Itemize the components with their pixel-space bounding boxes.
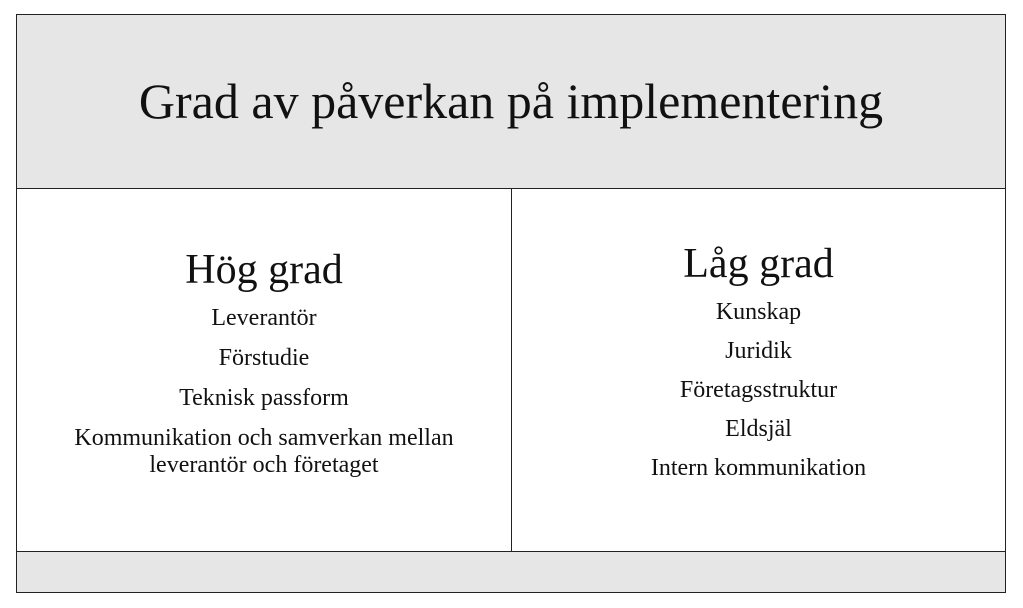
low-degree-heading: Låg grad — [683, 241, 834, 287]
list-item: Intern kommunikation — [650, 455, 867, 481]
list-item: Företagsstruktur — [679, 377, 838, 403]
header-band — [17, 15, 1005, 189]
list-item: Förstudie — [218, 345, 310, 371]
footer-band — [17, 551, 1005, 592]
high-degree-list — [17, 305, 511, 479]
columns-area — [17, 189, 1005, 553]
list-item: Leverantör — [211, 305, 317, 331]
low-degree-list — [512, 299, 1005, 482]
list-item: Kommunikation och samverkan mellan leverantör och företaget — [74, 425, 454, 478]
diagram-frame — [16, 14, 1006, 593]
low-degree-column — [512, 189, 1005, 553]
list-item: Kunskap — [715, 299, 802, 325]
list-item: Eldsjäl — [725, 416, 792, 442]
list-item: Teknisk passform — [179, 385, 349, 411]
diagram-title: Grad av påverkan på implementering — [138, 72, 884, 129]
high-degree-column — [17, 189, 512, 553]
list-item: Juridik — [725, 338, 792, 364]
high-degree-heading: Hög grad — [185, 247, 343, 293]
